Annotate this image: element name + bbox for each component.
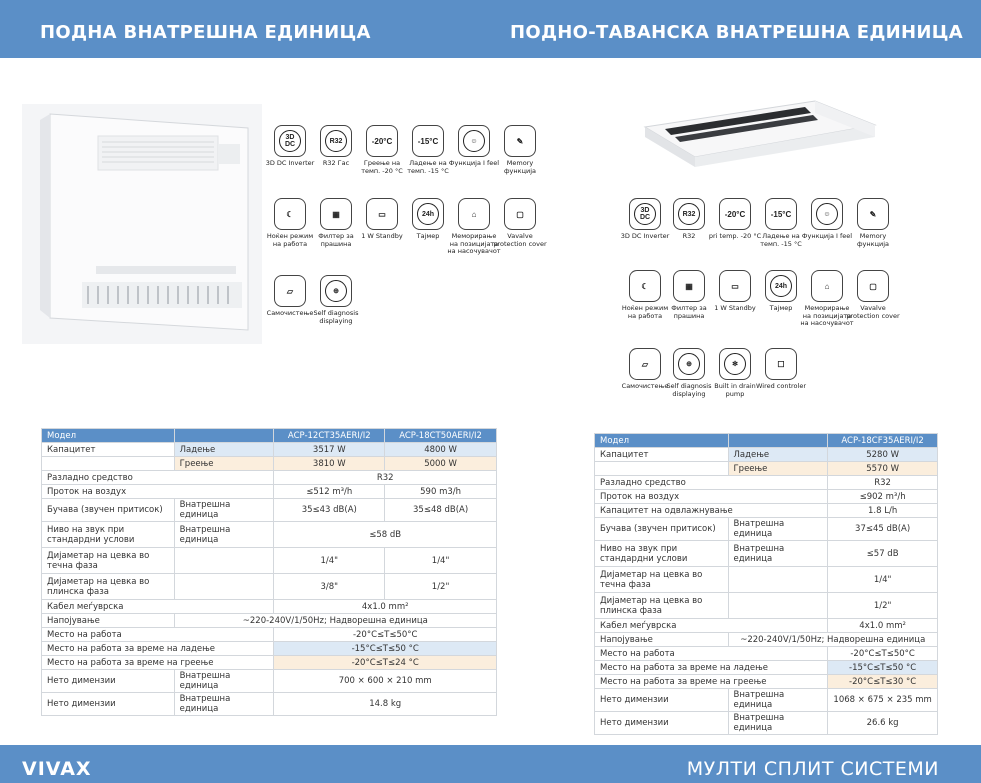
standby-icon: ▭ 1 W Standby bbox=[708, 270, 762, 313]
table-row: Дијаметар на цевка во течна фаза 1/4" bbox=[595, 567, 938, 593]
table-row: Нето димензии Внатрешна единица 26.6 kg bbox=[595, 712, 938, 735]
table-row: Ниво на звук при стандардни услови Внатрешна единица ≤58 dB bbox=[42, 522, 497, 548]
louver-memory-icon: ⌂ Меморирање на позицијата на насочувачот bbox=[447, 198, 501, 256]
table-row: Модел ACP-12CT35AERI/I2 ACP-18CT50AERI/I2 bbox=[42, 429, 497, 443]
table-row: Капацитет Ладење 3517 W 4800 W bbox=[42, 443, 497, 457]
table-row: Место на работа -20°C≤T≤50°C bbox=[595, 647, 938, 661]
table-row: Кабел меѓуврска 4x1.0 mm² bbox=[42, 600, 497, 614]
footer-title: МУЛТИ СПЛИТ СИСТЕМИ bbox=[686, 758, 939, 780]
table-row: Дијаметар на цевка во плинска фаза 3/8" 1/2" bbox=[42, 574, 497, 600]
table-row: Кабел меѓуврска 4x1.0 mm² bbox=[595, 619, 938, 633]
dust-filter-icon: ▦ Филтер за прашина bbox=[662, 270, 716, 320]
table-row: Нето димензии Внатрешна единица 1068 × 675 × 235 mm bbox=[595, 689, 938, 712]
right-spec-table bbox=[594, 433, 938, 735]
table-row: Ниво на звук при стандардни услови Внатрешна единица ≤57 dB bbox=[595, 541, 938, 567]
valve-cover-icon: ▢ Vavalve protection cover bbox=[846, 270, 900, 320]
timer-icon: 24h Тајмер bbox=[401, 198, 455, 241]
footer-bar bbox=[0, 745, 981, 783]
table-row: Место на работа за време на ладење -15°C≤T≤50 °C bbox=[595, 661, 938, 675]
table-row: Разладно средство R32 bbox=[595, 476, 938, 490]
left-section-title: ПОДНА ВНАТРЕШНА ЕДИНИЦА bbox=[40, 22, 371, 43]
table-row: Место на работа за време на греење -20°C≤T≤24 °C bbox=[42, 656, 497, 670]
table-row: Нето димензии Внатрешна единица 14.8 kg bbox=[42, 693, 497, 716]
vivax-logo: VIVAX bbox=[22, 758, 92, 780]
table-row: Модел ACP-18CF35AERI/I2 bbox=[595, 434, 938, 448]
ceiling-unit-image bbox=[635, 85, 880, 177]
cooling-low-temp-icon: -15°C Ладење на темп. -15 °C bbox=[401, 125, 455, 175]
table-row: Проток на воздух ≤902 m³/h bbox=[595, 490, 938, 504]
drain-pump-icon: ✻ Built in drain pump bbox=[708, 348, 762, 398]
wired-controller-icon: ☐ Wired controler bbox=[754, 348, 808, 391]
r32-gas-icon: R32 R32 bbox=[662, 198, 716, 241]
table-row: Место на работа за време на ладење -15°C≤T≤50 °C bbox=[42, 642, 497, 656]
night-mode-icon: ☾ Ноќен режим на работа bbox=[263, 198, 317, 248]
table-row: Бучава (звучен притисок) Внатрешна единица 35≤43 dB(A) 35≤48 dB(A) bbox=[42, 499, 497, 522]
i-feel-icon: ☺ Функција I feel bbox=[800, 198, 854, 241]
night-mode-icon: ☾ Ноќен режим на работа bbox=[618, 270, 672, 320]
louver-memory-icon: ⌂ Меморирање на позицијата на насочувачот bbox=[800, 270, 854, 328]
i-feel-icon: ☺ Функција I feel bbox=[447, 125, 501, 168]
table-row: Бучава (звучен притисок) Внатрешна единица 37≤45 dB(A) bbox=[595, 518, 938, 541]
table-row: Греење 3810 W 5000 W bbox=[42, 457, 497, 471]
cooling-low-temp-icon: -15°C Ладење на темп. -15 °C bbox=[754, 198, 808, 248]
floor-unit-image bbox=[22, 104, 262, 344]
table-row: Напојување ~220-240V/1/50Hz; Надворешна единица bbox=[42, 614, 497, 628]
self-clean-icon: ▱ Самочистење bbox=[263, 275, 317, 318]
table-row: Нето димензии Внатрешна единица 700 × 600 × 210 mm bbox=[42, 670, 497, 693]
memory-icon: ✎ Memory функција bbox=[846, 198, 900, 248]
table-row: Дијаметар на цевка во течна фаза 1/4" 1/4" bbox=[42, 548, 497, 574]
standby-icon: ▭ 1 W Standby bbox=[355, 198, 409, 241]
r32-gas-icon: R32 R32 Гас bbox=[309, 125, 363, 168]
memory-icon: ✎ Memory функција bbox=[493, 125, 547, 175]
timer-icon: 24h Тајмер bbox=[754, 270, 808, 313]
table-row: Греење 5570 W bbox=[595, 462, 938, 476]
dust-filter-icon: ▦ Филтер за прашина bbox=[309, 198, 363, 248]
self-diagnosis-icon: ⊕ Self diagnosis displaying bbox=[309, 275, 363, 325]
heating-low-temp-icon: -20°C Греење на темп. -20 °C bbox=[355, 125, 409, 175]
inverter-icon: 3D DC 3D DC Inverter bbox=[618, 198, 672, 241]
self-clean-icon: ▱ Самочистење bbox=[618, 348, 672, 391]
table-row: Капацитет на одвлажнување 1.8 L/h bbox=[595, 504, 938, 518]
table-row: Место на работа за време на греење -20°C≤T≤30 °C bbox=[595, 675, 938, 689]
header-bar bbox=[0, 0, 981, 58]
right-section-title: ПОДНО-ТАВАНСКА ВНАТРЕШНА ЕДИНИЦА bbox=[509, 22, 963, 43]
inverter-icon: 3D DC 3D DC Inverter bbox=[263, 125, 317, 168]
self-diagnosis-icon: ⊕ Self diagnosis displaying bbox=[662, 348, 716, 398]
table-row: Разладно средство R32 bbox=[42, 471, 497, 485]
table-row: Капацитет Ладење 5280 W bbox=[595, 448, 938, 462]
left-spec-table bbox=[41, 428, 497, 716]
table-row: Напојување ~220-240V/1/50Hz; Надворешна единица bbox=[595, 633, 938, 647]
table-row: Дијаметар на цевка во плинска фаза 1/2" bbox=[595, 593, 938, 619]
heating-low-temp-icon: -20°C pri temp. -20 °C bbox=[708, 198, 762, 241]
table-row: Место на работа -20°C≤T≤50°C bbox=[42, 628, 497, 642]
valve-cover-icon: ▢ Vavalve protection cover bbox=[493, 198, 547, 248]
table-row: Проток на воздух ≤512 m³/h 590 m3/h bbox=[42, 485, 497, 499]
